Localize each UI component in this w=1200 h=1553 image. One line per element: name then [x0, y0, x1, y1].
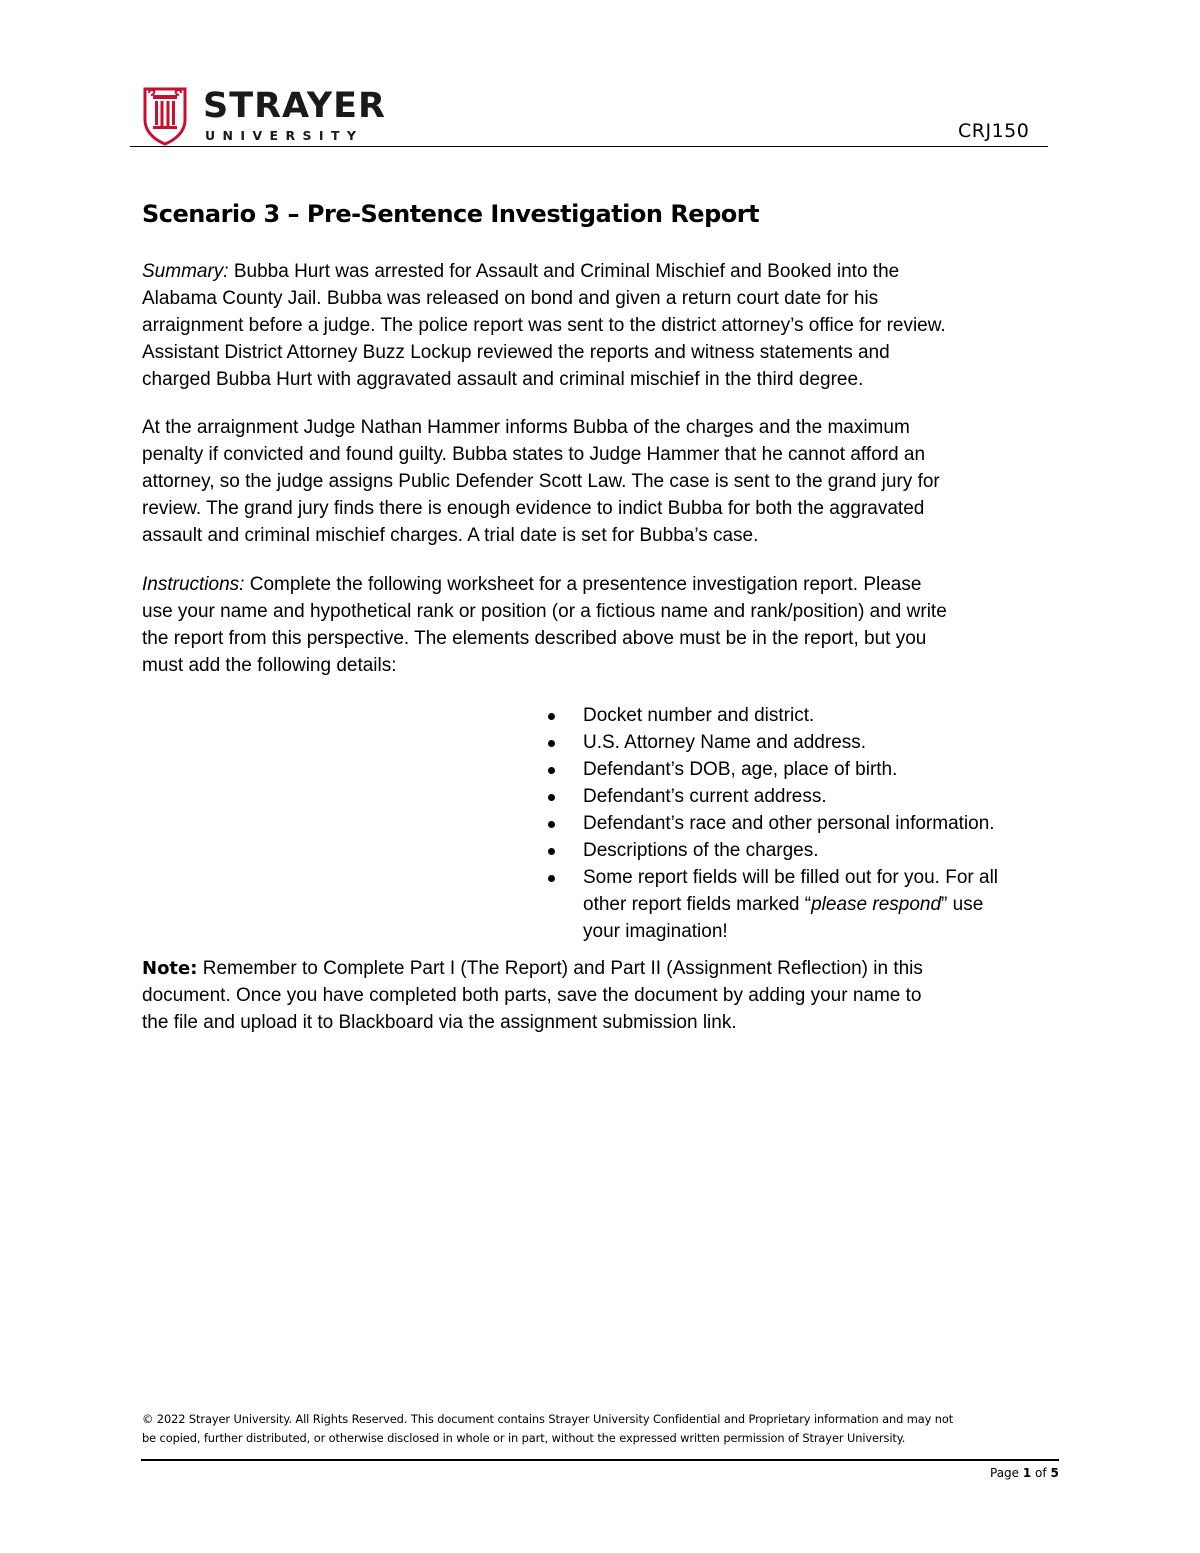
logo-subtitle: UNIVERSITY [205, 128, 364, 143]
instructions-line: use your name and hypothetical rank or position (or a fictious name and rank/position) and write [142, 601, 947, 622]
summary-paragraph [142, 258, 1072, 393]
instructions-paragraph [142, 571, 1072, 679]
course-code: CRJ150 [958, 120, 1030, 142]
header-divider [130, 146, 1048, 147]
list-item: Defendant’s race and other personal information. [545, 810, 1085, 837]
copyright-line: be copied, further distributed, or otherwise disclosed in whole or in part, without the expressed written permission of Strayer University. [142, 1431, 906, 1445]
bullet-icon [548, 740, 555, 747]
arraignment-line: At the arraignment Judge Nathan Hammer informs Bubba of the charges and the maximum [142, 417, 910, 438]
bullet-icon [548, 875, 555, 882]
footer-divider [141, 1459, 1059, 1461]
logo-wordmark: STRAYER [203, 86, 386, 126]
instructions-line: Instructions: Complete the following worksheet for a presentence investigation report. Please [142, 574, 922, 595]
bullet-icon [548, 713, 555, 720]
note-paragraph [142, 955, 1072, 1036]
list-item: U.S. Attorney Name and address. [545, 729, 1085, 756]
summary-line: arraignment before a judge. The police report was sent to the district attorney’s office for review. [142, 315, 946, 336]
strayer-seal-icon [143, 86, 187, 146]
document-title: Scenario 3 – Pre-Sentence Investigation Report [142, 200, 760, 228]
list-item: Defendant’s DOB, age, place of birth. [545, 756, 1085, 783]
list-item: Descriptions of the charges. [545, 837, 1085, 864]
bullet-icon [548, 767, 555, 774]
summary-label: Summary: [142, 261, 229, 282]
bullet-icon [548, 794, 555, 801]
arraignment-line: assault and criminal mischief charges. A trial date is set for Bubba’s case. [142, 525, 759, 546]
list-item: Defendant’s current address. [545, 783, 1085, 810]
instructions-line: must add the following details: [142, 655, 397, 676]
summary-line: Assistant District Attorney Buzz Lockup reviewed the reports and witness statements and [142, 342, 890, 363]
note-label: Note: [142, 958, 198, 979]
please-respond-emphasis: please respond [811, 894, 942, 915]
list-item: Docket number and district. [545, 702, 1085, 729]
copyright-notice [142, 1410, 1072, 1448]
page-number: Page 1 of 5 [990, 1466, 1059, 1480]
note-line: Note: Remember to Complete Part I (The Report) and Part II (Assignment Reflection) in this [142, 958, 923, 979]
strayer-logo [143, 86, 403, 150]
bullet-icon [548, 821, 555, 828]
note-line: document. Once you have completed both parts, save the document by adding your name to [142, 985, 922, 1006]
instructions-line: the report from this perspective. The elements described above must be in the report, but you [142, 628, 927, 649]
arraignment-line: review. The grand jury finds there is enough evidence to indict Bubba for both the aggravated [142, 498, 925, 519]
instructions-label: Instructions: [142, 574, 245, 595]
summary-line: charged Bubba Hurt with aggravated assault and criminal mischief in the third degree. [142, 369, 864, 390]
arraignment-line: penalty if convicted and found guilty. Bubba states to Judge Hammer that he cannot afford an [142, 444, 926, 465]
arraignment-paragraph [142, 414, 1072, 549]
arraignment-line: attorney, so the judge assigns Public Defender Scott Law. The case is sent to the grand jury for [142, 471, 940, 492]
required-details-list [545, 702, 1085, 945]
summary-line: Summary: Bubba Hurt was arrested for Assault and Criminal Mischief and Booked into the [142, 261, 900, 282]
summary-line: Alabama County Jail. Bubba was released on bond and given a return court date for his [142, 288, 879, 309]
copyright-line: © 2022 Strayer University. All Rights Reserved. This document contains Strayer University Confidential and Proprietary information and may not [142, 1412, 954, 1426]
note-line: the file and upload it to Blackboard via the assignment submission link. [142, 1012, 737, 1033]
list-item: Some report fields will be filled out for you. For all other report fields marked “please respond” use your imagination! [545, 864, 1085, 945]
bullet-icon [548, 848, 555, 855]
